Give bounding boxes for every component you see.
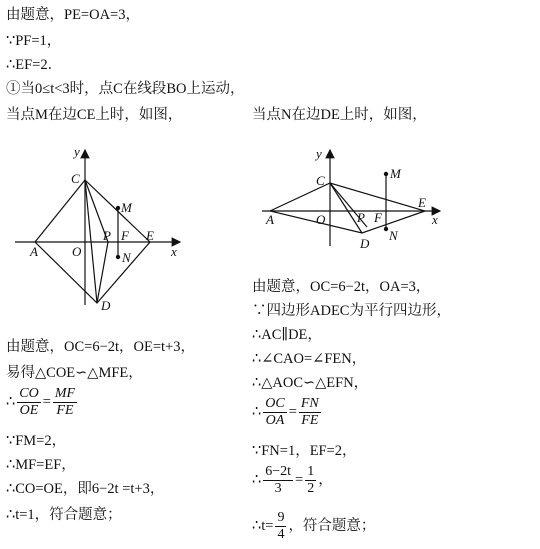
fraction-numerator: MF xyxy=(54,386,76,401)
equals-sign: = xyxy=(42,393,51,410)
equals-sign: = xyxy=(295,471,304,488)
fraction-denominator: 2 xyxy=(307,481,315,496)
label-y: y xyxy=(316,146,322,161)
point-n xyxy=(384,227,388,231)
left-line-5: 当点M在边CE上时，如图， xyxy=(6,107,183,123)
label-d: D xyxy=(360,236,370,251)
left-line-11: ∴CO=OE，即6−2t =t+3， xyxy=(6,481,165,497)
label-x: x xyxy=(432,212,438,227)
left-line-7: 易得△COE∽△MFE， xyxy=(6,365,143,381)
fraction-denominator: 3 xyxy=(274,481,282,496)
label-a: A xyxy=(266,212,274,227)
right-line-6: ∴△AOC∽△EFN， xyxy=(252,375,369,391)
label-m: M xyxy=(390,166,401,181)
left-line-10: ∴MF=EF， xyxy=(6,457,76,473)
right-line-9-prefix: ∴ xyxy=(252,471,262,488)
label-o: O xyxy=(316,212,326,227)
figure-2-graphics xyxy=(262,150,440,246)
fraction-numerator: 1 xyxy=(307,464,315,479)
left-line-2: ∵PF=1， xyxy=(6,33,62,49)
right-line-2: 由题意，OC=6−2t，OA=3， xyxy=(252,279,431,295)
right-line-3: ∵四边形ADEC为平行四边形， xyxy=(252,303,451,319)
fraction-numerator: FN xyxy=(300,396,319,411)
label-e: E xyxy=(146,228,154,243)
fraction-denominator: OA xyxy=(265,413,285,428)
label-o: O xyxy=(72,244,82,259)
right-line-10-suffix: ，符合题意； xyxy=(288,517,376,534)
left-line-12: ∴t=1，符合题意； xyxy=(6,507,122,523)
label-c: C xyxy=(71,171,80,186)
right-line-1: 当点N在边DE上时，如图， xyxy=(252,107,427,123)
fraction-denominator: 4 xyxy=(277,527,285,542)
point-m xyxy=(384,172,388,176)
left-line-9: ∵FM=2， xyxy=(6,433,67,449)
fraction-denominator: FE xyxy=(56,403,74,418)
label-n: N xyxy=(389,228,398,243)
left-line-6: 由题意，OC=6−2t，OE=t+3， xyxy=(6,339,195,355)
label-f: F xyxy=(121,228,129,243)
fraction-numerator: 9 xyxy=(277,510,285,525)
right-line-4: ∴AC∥DE， xyxy=(252,327,322,343)
label-d: D xyxy=(101,298,111,313)
fraction-numerator: CO xyxy=(19,386,39,401)
right-line-7-prefix: ∴ xyxy=(252,403,262,420)
right-line-8: ∵FN=1，EF=2， xyxy=(252,443,357,459)
label-f: F xyxy=(374,210,382,225)
equals-sign: = xyxy=(288,403,297,420)
label-n: N xyxy=(122,250,131,265)
parallelogram-adec xyxy=(270,183,425,233)
label-y: y xyxy=(74,144,80,159)
fraction-numerator: 6−2t xyxy=(265,464,292,479)
left-line-8-prefix: ∴ xyxy=(6,393,16,410)
left-line-4: ①当0≤t<3时，点C在线段BO上运动， xyxy=(6,81,245,97)
fraction-numerator: OC xyxy=(265,396,285,411)
fraction-denominator: FE xyxy=(301,413,319,428)
label-e: E xyxy=(418,195,426,210)
label-c: C xyxy=(316,173,325,188)
label-p: P xyxy=(103,228,111,243)
label-m: M xyxy=(121,200,132,215)
right-line-10-prefix: ∴t= xyxy=(252,517,274,534)
fraction-denominator: OE xyxy=(19,403,39,418)
right-line-5: ∴∠CAO=∠FEN， xyxy=(252,351,367,367)
label-a: A xyxy=(30,244,38,259)
left-line-1: 由题意，PE=OA=3， xyxy=(6,7,140,23)
left-line-3: ∴EF=2． xyxy=(6,57,63,73)
label-x: x xyxy=(171,244,177,259)
right-line-9-suffix: ， xyxy=(318,471,333,488)
label-p: P xyxy=(357,210,365,225)
